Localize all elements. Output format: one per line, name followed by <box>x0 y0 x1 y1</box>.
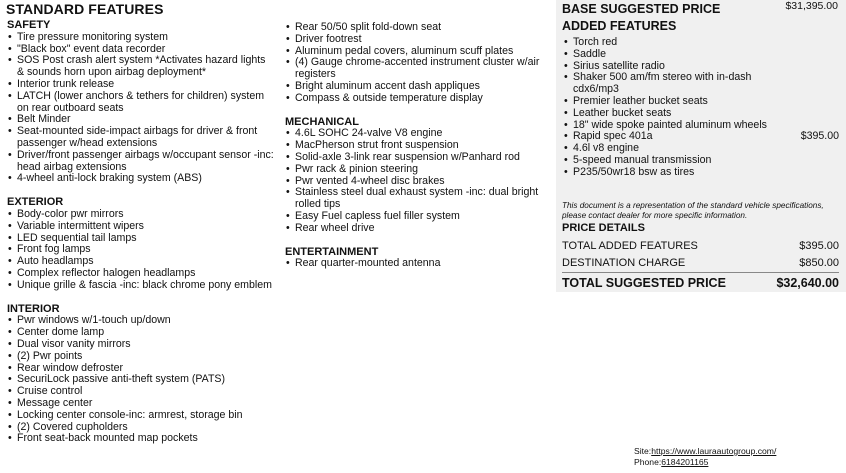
feature-item: • Belt Minder <box>7 114 275 126</box>
left-column <box>7 20 275 457</box>
feature-item: • Locking center console-inc: armrest, storage bin <box>7 410 275 422</box>
total-added-row <box>562 240 839 252</box>
feature-item: • Bright aluminum accent dash appliques <box>285 81 547 93</box>
added-feature-label: Rapid spec 401a <box>573 130 653 143</box>
feature-item: • Front fog lamps <box>7 244 275 256</box>
added-feature-label: Torch red <box>573 36 618 48</box>
exterior-section <box>7 197 275 291</box>
destination-value: $850.00 <box>799 257 839 269</box>
feature-list <box>7 209 275 292</box>
added-feature-price: $395.00 <box>800 130 839 143</box>
phone-line <box>634 457 776 468</box>
total-value: $32,640.00 <box>776 276 839 290</box>
mechanical-section <box>285 117 547 235</box>
interior-section <box>7 304 275 446</box>
feature-item: • Body-color pwr mirrors <box>7 209 275 221</box>
site-line <box>634 446 776 457</box>
added-feature-label: Leather bucket seats <box>573 106 672 119</box>
phone-link[interactable]: 6184201165 <box>661 457 709 467</box>
added-feature-label: Shaker 500 am/fm stereo with in-dash cdx6/mp3 <box>573 71 752 96</box>
interior-heading: INTERIOR <box>7 302 60 315</box>
total-divider <box>562 272 839 273</box>
feature-item: • LATCH (lower anchors & tethers for children) system on rear outboard seats <box>7 91 275 115</box>
feature-list <box>7 315 275 445</box>
price-details-heading: PRICE DETAILS <box>562 222 645 234</box>
page-title: STANDARD FEATURES <box>6 1 164 17</box>
site-label: Site: <box>634 446 652 456</box>
base-price-value: $31,395.00 <box>785 0 838 12</box>
feature-list <box>285 22 547 105</box>
feature-item: • 4.6L SOHC 24-valve V8 engine <box>285 128 547 140</box>
destination-label: DESTINATION CHARGE <box>562 257 686 269</box>
added-feature-item <box>563 72 839 96</box>
feature-item: • Driver/front passenger airbags w/occupant sensor -inc: head airbag extensions <box>7 150 275 174</box>
feature-item: • Rear quarter-mounted antenna <box>285 258 547 270</box>
feature-item: • SecuriLock passive anti-theft system (PATS) <box>7 374 275 386</box>
pricing-panel <box>556 0 846 473</box>
middle-column <box>285 22 547 282</box>
total-row <box>562 276 839 290</box>
base-price-row <box>562 0 838 18</box>
feature-item: • Rear wheel drive <box>285 223 547 235</box>
safety-section <box>7 20 275 185</box>
feature-list <box>285 258 547 270</box>
phone-label: Phone: <box>634 457 662 467</box>
entertainment-section <box>285 247 547 271</box>
feature-list <box>285 128 547 234</box>
feature-item: • (2) Pwr points <box>7 351 275 363</box>
base-price-label: BASE SUGGESTED PRICE <box>562 2 721 16</box>
added-feature-label: 18" wide spoke painted aluminum wheels <box>573 118 767 131</box>
feature-item: • Auto headlamps <box>7 256 275 268</box>
disclaimer: This document is a representation of the standard vehicle specifications, please contact dealer for more specific information. <box>562 201 824 220</box>
continued-section <box>285 22 547 105</box>
feature-item: • Rear window defroster <box>7 363 275 375</box>
safety-heading: SAFETY <box>7 19 51 31</box>
feature-item: • MacPherson strut front suspension <box>285 140 547 152</box>
feature-item: • Interior trunk release <box>7 79 275 91</box>
destination-row <box>562 257 839 269</box>
feature-item: • Tire pressure monitoring system <box>7 32 275 44</box>
feature-item: • Compass & outside temperature display <box>285 93 547 105</box>
total-label: TOTAL SUGGESTED PRICE <box>562 276 726 290</box>
feature-item: • Pwr rack & pinion steering <box>285 164 547 176</box>
feature-item: • SOS Post crash alert system *Activates hazard lights & sounds horn upon airbag deployment* <box>7 55 275 79</box>
feature-item: • Variable intermittent wipers <box>7 221 275 233</box>
added-feature-label: Premier leather bucket seats <box>573 94 708 107</box>
exterior-heading: EXTERIOR <box>7 196 64 209</box>
added-features-heading: ADDED FEATURES <box>562 19 677 33</box>
feature-item: • Message center <box>7 398 275 410</box>
site-link[interactable]: https://www.lauraautogroup.com/ <box>651 446 777 456</box>
added-features-list <box>563 37 839 179</box>
feature-item: • (2) Covered cupholders <box>7 422 275 434</box>
feature-item: • Complex reflector halogen headlamps <box>7 268 275 280</box>
feature-item: • 4-wheel anti-lock braking system (ABS) <box>7 173 275 185</box>
added-feature-label: Sirius satellite radio <box>573 59 665 72</box>
feature-item: • (4) Gauge chrome-accented instrument cluster w/air registers <box>285 57 547 81</box>
feature-item: • Rear 50/50 split fold-down seat <box>285 22 547 34</box>
added-feature-label: P235/50wr18 bsw as tires <box>573 165 695 178</box>
entertainment-heading: ENTERTAINMENT <box>285 245 379 258</box>
feature-item: • "Black box" event data recorder <box>7 44 275 56</box>
feature-item: • Easy Fuel capless fuel filler system <box>285 211 547 223</box>
feature-item: • Center dome lamp <box>7 327 275 339</box>
feature-item: • Front seat-back mounted map pockets <box>7 433 275 445</box>
feature-item: • Cruise control <box>7 386 275 398</box>
dealer-footer <box>634 446 776 468</box>
total-added-label: TOTAL ADDED FEATURES <box>562 240 698 252</box>
added-feature-item <box>563 167 839 179</box>
feature-item: • Dual visor vanity mirrors <box>7 339 275 351</box>
mechanical-heading: MECHANICAL <box>285 115 359 128</box>
feature-item: • Pwr windows w/1-touch up/down <box>7 315 275 327</box>
added-feature-label: 4.6l v8 engine <box>573 142 639 155</box>
added-feature-label: Saddle <box>573 47 606 60</box>
feature-item: • Driver footrest <box>285 34 547 46</box>
feature-item: • Unique grille & fascia -inc: black chrome pony emblem <box>7 280 275 292</box>
feature-item: • Aluminum pedal covers, aluminum scuff plates <box>285 46 547 58</box>
added-feature-label: 5-speed manual transmission <box>573 153 712 166</box>
feature-item: • LED sequential tail lamps <box>7 233 275 245</box>
feature-item: • Stainless steel dual exhaust system -inc: dual bright rolled tips <box>285 187 547 211</box>
feature-item: • Solid-axle 3-link rear suspension w/Panhard rod <box>285 152 547 164</box>
feature-item: • Seat-mounted side-impact airbags for driver & front passenger w/head extensions <box>7 126 275 150</box>
feature-item: • Pwr vented 4-wheel disc brakes <box>285 176 547 188</box>
total-added-value: $395.00 <box>799 240 839 252</box>
feature-list <box>7 32 275 185</box>
